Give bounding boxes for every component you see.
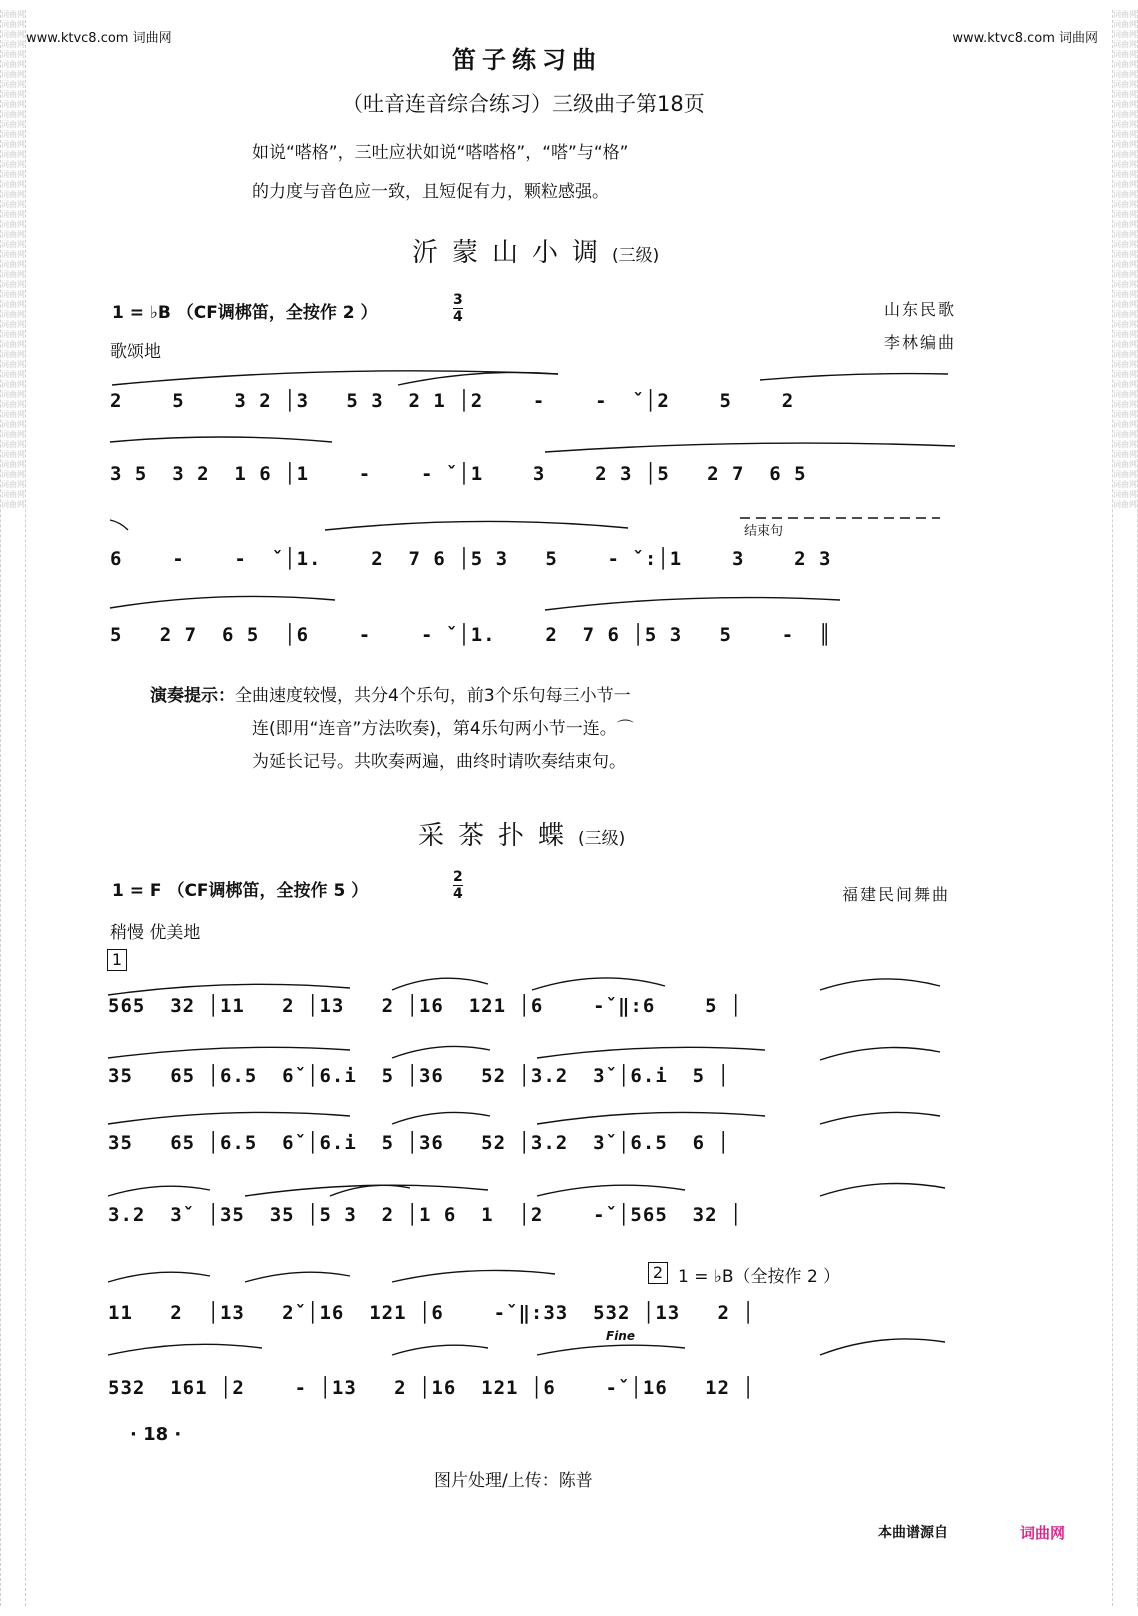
song1-tempo: 歌颂地: [110, 342, 161, 362]
song2-line-5: 11 2 │13 2ˇ│16 121 │6 -ˇ‖:33 532 │13 2 │: [108, 1302, 755, 1324]
fine-marking: Fine: [606, 1329, 635, 1343]
intro-line-1: 如说“嗒格”，三吐应状如说“嗒嗒格”，“嗒”与“格”: [252, 143, 629, 163]
song2-line-4: 3.2 3ˇ │35 35 │5 3 2 │1 6 1 │2 -ˇ│565 32 │: [108, 1204, 743, 1226]
song2-line-6: 532 161 │2 - │13 2 │16 121 │6 -ˇ│16 12 │: [108, 1377, 755, 1399]
song1-line-4: 5 2 7 6 5 │6 - - ˇ│1. 2 7 6 │5 3 5 - ║: [110, 624, 832, 646]
left-watermark: 词曲网词曲网词曲网词曲网词曲网词曲网词曲网词曲网词曲网词曲网词曲网词曲网词曲网词曲网词曲网词曲网词曲网词曲网词曲网词曲网词曲网词曲网词曲网词曲网词曲网词曲网词曲网词曲网词曲网词曲网词曲网词曲网词曲网词曲网词曲网词曲网词曲网词曲网词曲网词曲网词曲网词曲网词曲网词曲网词曲网词曲网词曲网词曲网词曲网词曲网: [0, 10, 26, 1606]
tip-label: 演奏提示：: [150, 686, 235, 706]
song1-line-3: 6 - - ˇ│1. 2 7 6 │5 3 5 - ˇ:│1 3 2 3: [110, 548, 832, 570]
song1-tip: 演奏提示：全曲速度较慢，共分4个乐句，前3个乐句每三小节一 连(即用“连音”方法吹奏)，第4乐句两小节一连。⌒ 为延长记号。共吹奏两遍，曲终时请吹奏结束句。: [150, 686, 634, 772]
song1-line-2: 3 5 3 2 1 6 │1 - - ˇ│1 3 2 3 │5 2 7 6 5: [110, 463, 807, 485]
rehearsal-mark-1: 1: [107, 949, 127, 971]
song2-time-signature: 2 4: [453, 869, 463, 902]
song2-tempo: 稍慢 优美地: [110, 923, 201, 943]
song2-key: 1 = F （CF调梆笛，全按作 5 ）: [112, 881, 369, 901]
song2-title: 采茶扑蝶(三级): [418, 821, 626, 851]
song1-time-signature: 3 4: [453, 292, 463, 325]
source-label: 本曲谱源自: [878, 1525, 948, 1541]
song1-arranger: 李林编曲: [884, 333, 957, 352]
page-title: 笛子练习曲: [452, 46, 602, 74]
song1-ending-label: 结束句: [744, 524, 784, 539]
site-link-right[interactable]: www.ktvc8.com 词曲网: [952, 31, 1098, 46]
song2-slurs: [0, 960, 1000, 1400]
page-number: · 18 ·: [130, 1424, 182, 1445]
source-brand-link[interactable]: 词曲网: [1020, 1524, 1066, 1542]
song1-line-1: 2 5 3 2 │3 5 3 2 1 │2 - - ˇ│2 5 2: [110, 390, 795, 412]
song1-key: 1 = ♭B （CF调梆笛，全按作 2 ）: [112, 303, 378, 323]
page-subtitle: （吐音连音综合练习）三级曲子第18页: [342, 92, 705, 116]
song2-line-1: 565 32 │11 2 │13 2 │16 121 │6 -ˇ‖:6 5 │: [108, 995, 743, 1017]
site-link-left[interactable]: www.ktvc8.com 词曲网: [26, 31, 172, 46]
upload-credit: 图片处理/上传：陈普: [434, 1471, 593, 1491]
song2-key-change: 1 = ♭B（全按作 2 ）: [678, 1267, 841, 1287]
song2-origin: 福建民间舞曲: [842, 885, 951, 904]
song2-line-2: 35 65 │6.5 6ˇ│6.i 5 │36 52 │3.2 3ˇ│6.i 5 │: [108, 1065, 730, 1087]
song1-title: 沂蒙山小调(三级): [412, 238, 660, 268]
song1-origin: 山东民歌: [884, 300, 957, 319]
right-watermark: 词曲网词曲网词曲网词曲网词曲网词曲网词曲网词曲网词曲网词曲网词曲网词曲网词曲网词曲网词曲网词曲网词曲网词曲网词曲网词曲网词曲网词曲网词曲网词曲网词曲网词曲网词曲网词曲网词曲网词曲网词曲网词曲网词曲网词曲网词曲网词曲网词曲网词曲网词曲网词曲网词曲网词曲网词曲网词曲网词曲网词曲网词曲网词曲网词曲网词曲网: [1112, 10, 1138, 1606]
song2-line-3: 35 65 │6.5 6ˇ│6.i 5 │36 52 │3.2 3ˇ│6.5 6 │: [108, 1132, 730, 1154]
rehearsal-mark-2: 2: [648, 1262, 668, 1284]
intro-line-2: 的力度与音色应一致，且短促有力，颗粒感强。: [252, 182, 609, 202]
